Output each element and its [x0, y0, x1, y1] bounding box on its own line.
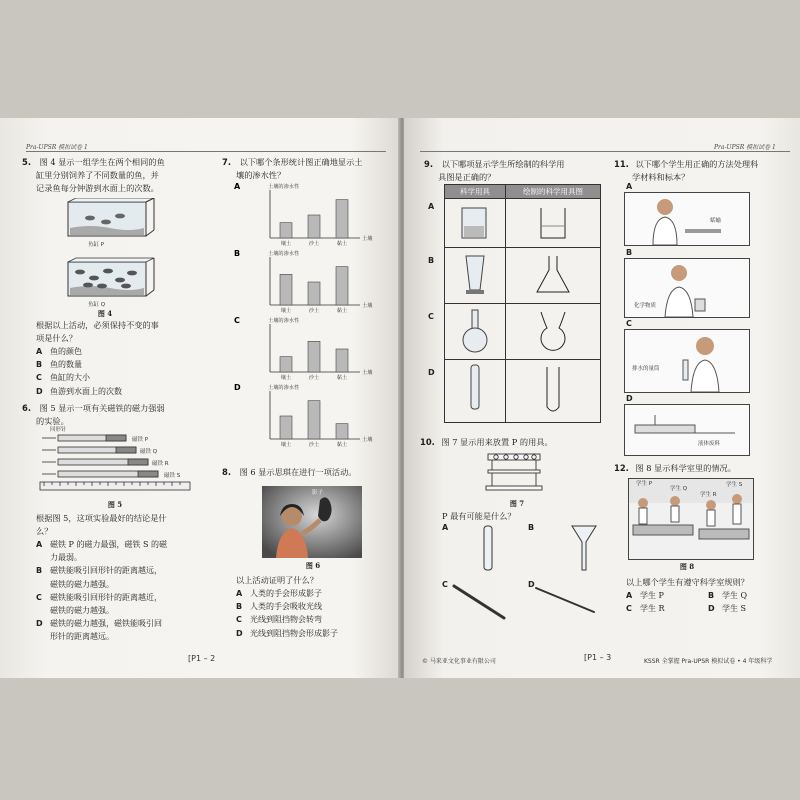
q12-option-d-text: 学生 S	[722, 604, 747, 614]
figure-4-caption: 图 4	[97, 309, 113, 318]
q7-x-axis-label: 土壤	[362, 303, 373, 309]
q6-option-c-letter: C	[36, 592, 42, 602]
q8-text: 图 6 显示思琪在进行一项活动。	[239, 467, 357, 477]
fish-tanks-figure	[60, 198, 180, 318]
q6-option-d-line-2: 形针的距离越远。	[50, 632, 114, 642]
q6-options	[36, 538, 220, 644]
q8-option-a-letter: A	[236, 589, 243, 598]
q6-option-d-line-1: 磁铁的磁力越强，磁铁能吸引回	[50, 619, 162, 629]
measuring-cylinder-photo	[446, 250, 504, 300]
left-page-number: [P1 – 2	[188, 654, 216, 663]
q7-category-label: 黏土	[336, 308, 348, 313]
shadow-label: 影子	[312, 490, 324, 496]
q12-number: 12.	[614, 463, 629, 473]
right-page	[404, 118, 800, 678]
student-at-sink	[625, 405, 749, 455]
q11-letter-d: D	[626, 394, 633, 403]
q12-option-d-letter: D	[708, 604, 715, 614]
q12-option-c-letter: C	[626, 604, 632, 614]
q12-options-row-2	[626, 602, 796, 615]
q8-block	[222, 466, 392, 479]
q8-option-b[interactable]	[236, 600, 396, 613]
q9-number: 9.	[424, 159, 434, 169]
q5-options	[36, 345, 206, 398]
q9-letter-c: C	[428, 312, 434, 321]
q5-option-b-text: 鱼的数量	[50, 360, 82, 370]
q9-apparatus-table	[444, 184, 601, 423]
q7-category-label: 黏土	[336, 241, 348, 246]
q6-option-a-line-1: 磁铁 P 的磁力最强，磁铁 S 的磁	[50, 540, 168, 549]
q7-bar-壤土	[280, 416, 292, 439]
q5-option-b-letter: B	[36, 360, 43, 370]
q10-prompt: P 最有可能是什么？	[442, 511, 516, 521]
q11-block	[614, 158, 794, 184]
q9-letter-b: B	[428, 256, 435, 265]
q6-option-d-letter: D	[36, 619, 43, 629]
q7-category-label: 壤土	[280, 442, 292, 447]
q8-option-d-text: 光线到阻挡物会形成影子	[250, 628, 338, 638]
q5-prompt	[36, 319, 212, 345]
tank-q-drawing	[68, 258, 154, 296]
figure-6-caption: 图 6	[305, 561, 321, 570]
q7-text-2: 壤的渗水性？	[236, 170, 286, 180]
q5-option-c[interactable]	[36, 371, 206, 384]
magnet-r-label: 磁铁 R	[152, 461, 169, 467]
test-tube-rack-figure	[484, 450, 544, 494]
q7-number: 7.	[222, 157, 232, 167]
liquid-waste-label: 液体废料	[698, 441, 721, 447]
q7-bar-沙土	[308, 282, 320, 305]
figure-8-caption: 图 8	[679, 562, 695, 571]
q6-number: 6.	[22, 403, 32, 413]
magnets-figure	[36, 428, 206, 500]
student-p-label: 学生 P	[636, 481, 653, 487]
q6-option-b-line-1: 磁铁能吸引回形针的距离越远，	[50, 566, 162, 576]
q5-prompt-1: 根据以上活动，必须保持不变的事	[36, 320, 159, 330]
q7-chart-a[interactable]	[234, 180, 394, 246]
tank-p-label: 鱼缸 P	[88, 242, 105, 248]
q7-option-letter: C	[234, 316, 240, 325]
q11-letter-b: B	[626, 248, 633, 257]
q12-option-a-text: 学生 P	[640, 591, 664, 600]
option-c-glass-rod	[454, 586, 504, 618]
q7-bar-黏土	[336, 424, 348, 439]
student-with-cylinder	[625, 330, 749, 392]
chemical-label: 化学物质	[634, 303, 657, 309]
test-tube-photo	[446, 361, 504, 419]
lab-illustration	[629, 479, 753, 559]
q8-prompt: 以上活动证明了什么？	[236, 575, 318, 585]
q7-text-1: 以下哪个条形统计图正确地显示土	[239, 157, 363, 167]
q9-col-drawing: 绘制的科学用具图	[506, 185, 601, 199]
student-s-label: 学生 S	[726, 482, 743, 488]
q10-option-b[interactable]: B	[528, 523, 535, 532]
q7-bar-charts	[234, 180, 394, 450]
round-flask-photo	[446, 306, 504, 356]
q12-option-c-text: 学生 R	[640, 604, 665, 614]
q5-option-c-letter: C	[36, 373, 42, 383]
q6-option-a-line-2: 力最弱。	[50, 553, 82, 563]
q12-option-d[interactable]	[708, 602, 746, 615]
right-header-rule	[420, 151, 790, 152]
test-tube-drawing	[507, 361, 599, 419]
q7-category-label: 壤土	[280, 375, 292, 380]
q7-y-axis-label: 土壤的渗水性	[268, 251, 300, 257]
q10-number: 10.	[420, 437, 435, 447]
student-r-label: 学生 R	[700, 492, 717, 498]
q7-bar-壤土	[280, 223, 292, 238]
q8-options	[236, 587, 396, 640]
q5-option-b[interactable]	[36, 358, 206, 371]
q8-option-d-letter: D	[236, 628, 243, 638]
q11-option-a[interactable]	[624, 192, 750, 246]
q10-block	[420, 436, 600, 449]
q7-option-letter: D	[234, 383, 241, 392]
option-a-test-tube	[484, 526, 492, 570]
q7-chart-c[interactable]	[234, 314, 394, 380]
beaker-photo	[446, 200, 504, 244]
magnet-p-label: 磁铁 P	[132, 437, 149, 443]
cylinder-label: 排水的量筒	[632, 366, 660, 372]
q6-option-c-line-2: 磁铁的磁力越强。	[50, 606, 114, 616]
q10-options-drawings	[444, 518, 604, 628]
q12-block	[614, 462, 794, 475]
q10-option-d[interactable]: D	[528, 580, 535, 589]
left-header-rule	[26, 151, 386, 152]
q7-bar-沙土	[308, 341, 320, 372]
q12-prompt: 以上哪个学生有遵守科学室规则？	[626, 577, 749, 587]
tank-p-drawing	[68, 198, 154, 236]
q9-row-d[interactable]	[445, 360, 601, 423]
q12-text: 图 8 显示科学室里的情况。	[635, 463, 736, 473]
q7-bar-黏土	[336, 349, 348, 372]
q6-text-1: 图 5 显示一项有关磁铁的磁力强弱	[39, 403, 165, 413]
q7-category-label: 沙土	[308, 241, 320, 246]
q9-col-apparatus: 科学用具	[445, 185, 506, 199]
q7-option-letter: B	[234, 249, 241, 258]
q9-row-b[interactable]	[445, 248, 601, 304]
q12-options-row-1	[626, 589, 796, 602]
q6-option-c[interactable]	[36, 591, 220, 617]
q11-option-c[interactable]	[624, 329, 750, 393]
q9-letter-a: A	[428, 202, 435, 211]
q8-option-b-text: 人类的手会吸收光线	[250, 602, 322, 612]
round-flask-drawing	[507, 306, 599, 356]
q11-text-2: 学材料和标本？	[632, 172, 690, 182]
q7-bar-沙土	[308, 401, 320, 439]
q7-chart-d[interactable]	[234, 381, 394, 447]
paper-clip-label: 回形针	[50, 427, 67, 433]
q5-option-d[interactable]	[36, 385, 206, 398]
q7-y-axis-label: 土壤的渗水性	[268, 385, 300, 391]
q7-category-label: 壤土	[280, 241, 292, 246]
q9-text-2: 具图是正确的？	[438, 172, 496, 182]
q5-option-d-text: 鱼游到水面上的次数	[50, 386, 122, 396]
q7-y-axis-label: 土壤的渗水性	[268, 184, 300, 190]
publisher-copyright: © 马来亚文化事业有限公司	[422, 658, 496, 665]
q9-row-c[interactable]	[445, 304, 601, 360]
q5-option-a-text: 鱼的颜色	[50, 347, 82, 356]
q12-options	[626, 589, 796, 615]
q7-bar-壤土	[280, 274, 292, 305]
q12-option-b-letter: B	[708, 591, 715, 600]
q8-option-c-text: 光线到阻挡物会转弯	[250, 615, 322, 625]
shadow-activity-photo	[262, 486, 362, 558]
student-q-label: 学生 Q	[670, 486, 688, 492]
q5-option-a-letter: A	[36, 347, 43, 356]
left-header: Pra-UPSR 模拟试卷 1	[26, 144, 88, 151]
q10-option-c[interactable]: C	[442, 580, 448, 589]
q8-option-c[interactable]	[236, 613, 396, 626]
q5-option-c-text: 鱼缸的大小	[50, 373, 90, 383]
book-series-title: KSSR 全掌握 Pra-UPSR 模拟试卷 • 4 年级科学	[644, 658, 773, 665]
q8-option-b-letter: B	[236, 602, 243, 612]
q6-option-d[interactable]	[36, 617, 220, 643]
q12-option-b[interactable]	[708, 589, 747, 602]
q7-y-axis-label: 土壤的渗水性	[268, 318, 300, 324]
slug-label: 蛞蝓	[710, 218, 722, 224]
q7-bar-沙土	[308, 215, 320, 238]
magnet-q-label: 磁铁 Q	[140, 449, 158, 455]
q11-option-b[interactable]	[624, 258, 750, 318]
q5-text-3: 记录鱼每分钟游到水面上的次数。	[36, 183, 159, 193]
q6-text-2: 的实验。	[36, 416, 69, 426]
q7-bar-壤土	[280, 357, 292, 372]
conical-flask-drawing	[507, 250, 599, 300]
q7-category-label: 壤土	[280, 308, 292, 313]
q7-block	[222, 156, 392, 182]
q11-letter-a: A	[626, 182, 633, 191]
q6-prompt-1: 根据图 5，这项实验最好的结论是什	[36, 513, 167, 523]
right-header: Pra-UPSR 模拟试卷 1	[714, 144, 776, 151]
left-page	[0, 118, 400, 678]
q12-option-a[interactable]	[626, 589, 708, 602]
q5-number: 5.	[22, 157, 32, 167]
q7-x-axis-label: 土壤	[362, 437, 373, 443]
q7-bar-黏土	[336, 267, 348, 305]
figure-7-caption: 图 7	[509, 499, 525, 508]
figure-5-caption: 图 5	[107, 500, 123, 509]
beaker-drawing	[507, 200, 599, 244]
q6-option-c-line-1: 磁铁能吸引回形针的距离越近，	[50, 592, 162, 602]
tank-q-label: 鱼缸 Q	[88, 302, 106, 308]
option-b-funnel	[572, 526, 596, 570]
q8-option-c-letter: C	[236, 615, 242, 625]
q5-prompt-2: 项是什么？	[36, 333, 77, 343]
q5-option-a[interactable]	[36, 345, 206, 358]
q7-category-label: 黏土	[336, 442, 348, 447]
q8-option-a[interactable]	[236, 587, 396, 600]
right-page-number: [P1 – 3	[584, 653, 612, 662]
q12-option-c[interactable]	[626, 602, 708, 615]
q8-number: 8.	[222, 467, 232, 477]
student-handling-snail	[625, 193, 749, 245]
science-lab-scene	[628, 478, 754, 560]
q7-category-label: 沙土	[308, 308, 320, 313]
q7-bar-黏土	[336, 200, 348, 238]
q6-option-a-letter: A	[36, 540, 43, 549]
q5-block	[22, 156, 208, 195]
q7-x-axis-label: 土壤	[362, 236, 373, 242]
q12-option-a-letter: A	[626, 591, 633, 600]
q12-option-b-text: 学生 Q	[722, 591, 748, 600]
q5-text-2: 缸里分别饲养了不同数量的鱼，并	[36, 170, 159, 180]
q5-option-d-letter: D	[36, 386, 43, 396]
q7-option-letter: A	[234, 182, 241, 191]
q6-option-b-letter: B	[36, 566, 43, 576]
q11-letter-c: C	[626, 319, 632, 328]
q9-letter-d: D	[428, 368, 435, 377]
q6-prompt	[36, 512, 216, 538]
magnet-s-label: 磁铁 S	[164, 473, 181, 479]
q9-row-a[interactable]	[445, 199, 601, 248]
q10-option-a[interactable]: A	[442, 523, 449, 532]
q5-text-1: 图 4 显示一组学生在两个相同的鱼	[39, 157, 165, 167]
q7-category-label: 黏土	[336, 375, 348, 380]
q6-option-b[interactable]	[36, 564, 220, 590]
q7-chart-b[interactable]	[234, 247, 394, 313]
q11-text-1: 以下哪个学生用正确的方法处理科	[635, 159, 759, 169]
q9-text-1: 以下哪项显示学生所绘制的科学用	[441, 159, 565, 169]
q11-number: 11.	[614, 159, 629, 169]
q7-x-axis-label: 土壤	[362, 370, 373, 376]
q6-option-a[interactable]	[36, 538, 220, 564]
q6-prompt-2: 么？	[36, 526, 53, 536]
q7-category-label: 沙土	[308, 442, 320, 447]
q8-option-a-text: 人类的手会形成影子	[250, 589, 322, 598]
q8-option-d[interactable]	[236, 627, 396, 640]
q10-text: 图 7 显示用来放置 P 的用具。	[441, 437, 553, 447]
q7-category-label: 沙土	[308, 375, 320, 380]
q11-option-d[interactable]	[624, 404, 750, 456]
q9-block	[424, 158, 600, 184]
q6-option-b-line-2: 磁铁的磁力越强。	[50, 579, 114, 589]
option-d-dropper	[536, 588, 594, 612]
